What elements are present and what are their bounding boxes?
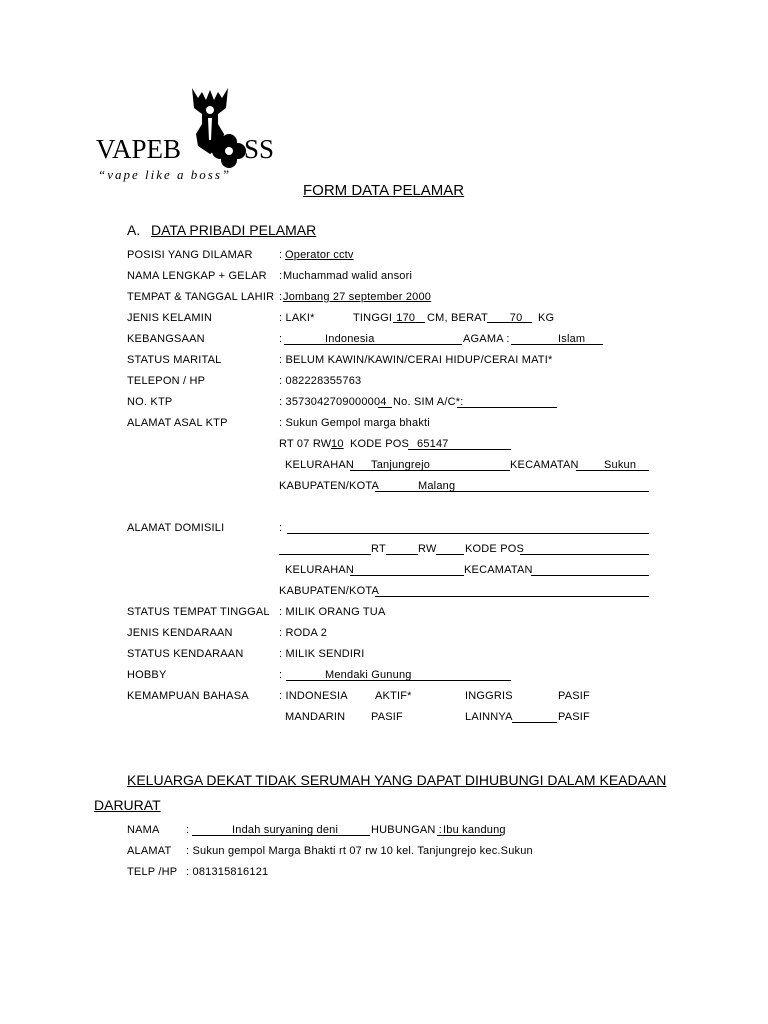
field-colon: : — [279, 270, 283, 282]
kabupaten-label: KABUPATEN/KOTA — [279, 480, 379, 492]
section-number: A. — [127, 222, 141, 238]
cm-berat-label: CM, BERAT — [427, 312, 488, 324]
section-a-heading — [127, 222, 316, 238]
field-label: STATUS TEMPAT TINGGAL — [127, 606, 270, 618]
field-colon: : — [279, 249, 283, 261]
field-value: Mendaki Gunung — [325, 669, 412, 681]
domisili-street-line — [279, 554, 371, 555]
field-label: ALAMAT DOMISILI — [127, 522, 225, 534]
kodepos-line — [520, 554, 649, 555]
field-value: : Sukun gempol Marga Bhakti rt 07 rw 10 kel. Tanjungrejo kec.Sukun — [186, 845, 533, 857]
page-title: FORM DATA PELAMAR — [303, 182, 465, 199]
field-colon: : — [186, 824, 190, 836]
field-value: : RODA 2 — [279, 627, 328, 639]
kodepos-label: KODE POS — [465, 543, 525, 555]
field-value: : LAKI* — [279, 312, 315, 324]
field-label: JENIS KELAMIN — [127, 312, 213, 324]
kecamatan-line — [531, 575, 649, 576]
kodepos-value: 65147 — [417, 438, 449, 450]
kecamatan-value: Sukun — [604, 459, 637, 471]
tinggi-value: 170 — [396, 312, 416, 324]
field-value: Jombang 27 september 2000 — [283, 291, 432, 303]
emergency-heading-line2: DARURAT — [94, 797, 161, 813]
section-title: DATA PRIBADI PELAMAR — [151, 222, 317, 238]
kabupaten-label: KABUPATEN/KOTA — [279, 585, 379, 597]
domisili-line — [287, 533, 649, 534]
logo-word-left: VAPEB — [96, 134, 182, 164]
field-value: : Sukun Gempol marga bhakti — [279, 417, 430, 429]
bahasa-lainnya: LAINNYA — [465, 711, 513, 723]
agama-value: Islam — [558, 333, 586, 345]
company-logo — [94, 84, 274, 184]
field-value: : 3573042709000004 — [279, 396, 387, 408]
rt-line — [386, 554, 418, 555]
kg-label: KG — [538, 312, 555, 324]
field-label: STATUS MARITAL — [127, 354, 222, 366]
bahasa-indonesia: : INDONESIA — [279, 690, 348, 702]
field-label: ALAMAT — [127, 845, 172, 857]
field-value: : 081315816121 — [186, 866, 269, 878]
field-value: : MILIK SENDIRI — [279, 648, 365, 660]
sim-line — [457, 407, 557, 408]
field-label: TEMPAT & TANGGAL LAHIR — [127, 291, 275, 303]
logo-tagline: “vape like a boss” — [98, 167, 232, 182]
bahasa-mandarin-level: PASIF — [371, 711, 403, 723]
emergency-heading-line1: KELUARGA DEKAT TIDAK SERUMAH YANG DAPAT DIHUBUNGI DALAM KEADAAN — [127, 772, 667, 788]
hubungan-value: Ibu kandung — [443, 824, 506, 836]
bahasa-lainnya-level: PASIF — [558, 711, 590, 723]
ktp-gap-line — [378, 407, 392, 408]
field-value: : MILIK ORANG TUA — [279, 606, 386, 618]
field-colon: : — [279, 291, 283, 303]
bahasa-indonesia-level: AKTIF* — [375, 690, 412, 702]
field-label: NAMA LENGKAP + GELAR — [127, 270, 267, 282]
field-value: Operator cctv — [285, 249, 354, 261]
kabupaten-value: Malang — [418, 480, 456, 492]
field-label: KEBANGSAAN — [127, 333, 205, 345]
kelurahan-label: KELURAHAN — [285, 459, 355, 471]
bahasa-mandarin: MANDARIN — [285, 711, 346, 723]
field-value: Muchammad walid ansori — [283, 270, 413, 282]
tinggi-label: TINGGI — [353, 312, 393, 324]
rt-label: RT — [371, 543, 386, 555]
field-label: TELEPON / HP — [127, 375, 206, 387]
kelurahan-label: KELURAHAN — [285, 564, 355, 576]
rt-label: RT 07 RW — [279, 438, 332, 450]
field-label: KEMAMPUAN BAHASA — [127, 690, 249, 702]
kelurahan-line — [350, 575, 464, 576]
field-value: Indonesia — [325, 333, 375, 345]
kabupaten-line — [375, 491, 649, 492]
field-label: NO. KTP — [127, 396, 173, 408]
sim-label: No. SIM A/C*: — [393, 396, 464, 408]
lainnya-line — [512, 722, 557, 723]
kecamatan-label: KECAMATAN — [510, 459, 579, 471]
kabupaten-line — [375, 596, 649, 597]
field-label: HOBBY — [127, 669, 167, 681]
field-label: ALAMAT ASAL KTP — [127, 417, 228, 429]
field-label: POSISI YANG DILAMAR — [127, 249, 253, 261]
logo-word-right: SS — [244, 134, 275, 164]
rw-value: 10 — [331, 438, 344, 450]
bahasa-inggris: INGGRIS — [465, 690, 513, 702]
kelurahan-value: Tanjungrejo — [371, 459, 431, 471]
berat-value: 70 — [509, 312, 523, 324]
agama-line — [511, 344, 603, 345]
field-colon: : — [279, 333, 283, 345]
rw-line — [436, 554, 464, 555]
field-label: NAMA — [127, 824, 160, 836]
hubungan-label: HUBUNGAN : — [371, 824, 443, 836]
rw-label: RW — [418, 543, 437, 555]
agama-label: AGAMA : — [463, 333, 510, 345]
field-colon: : — [279, 522, 283, 534]
field-colon: : — [279, 669, 283, 681]
field-value: : 082228355763 — [279, 375, 362, 387]
bahasa-inggris-level: PASIF — [558, 690, 590, 702]
kecamatan-label: KECAMATAN — [464, 564, 533, 576]
kodepos-label: KODE POS — [350, 438, 410, 450]
field-value: : BELUM KAWIN/KAWIN/CERAI HIDUP/CERAI MATI* — [279, 354, 553, 366]
field-label: JENIS KENDARAAN — [127, 627, 233, 639]
clover-o-icon — [212, 134, 246, 168]
field-value: Indah suryaning deni — [232, 824, 339, 836]
field-label: TELP /HP — [127, 866, 178, 878]
field-label: STATUS KENDARAAN — [127, 648, 244, 660]
